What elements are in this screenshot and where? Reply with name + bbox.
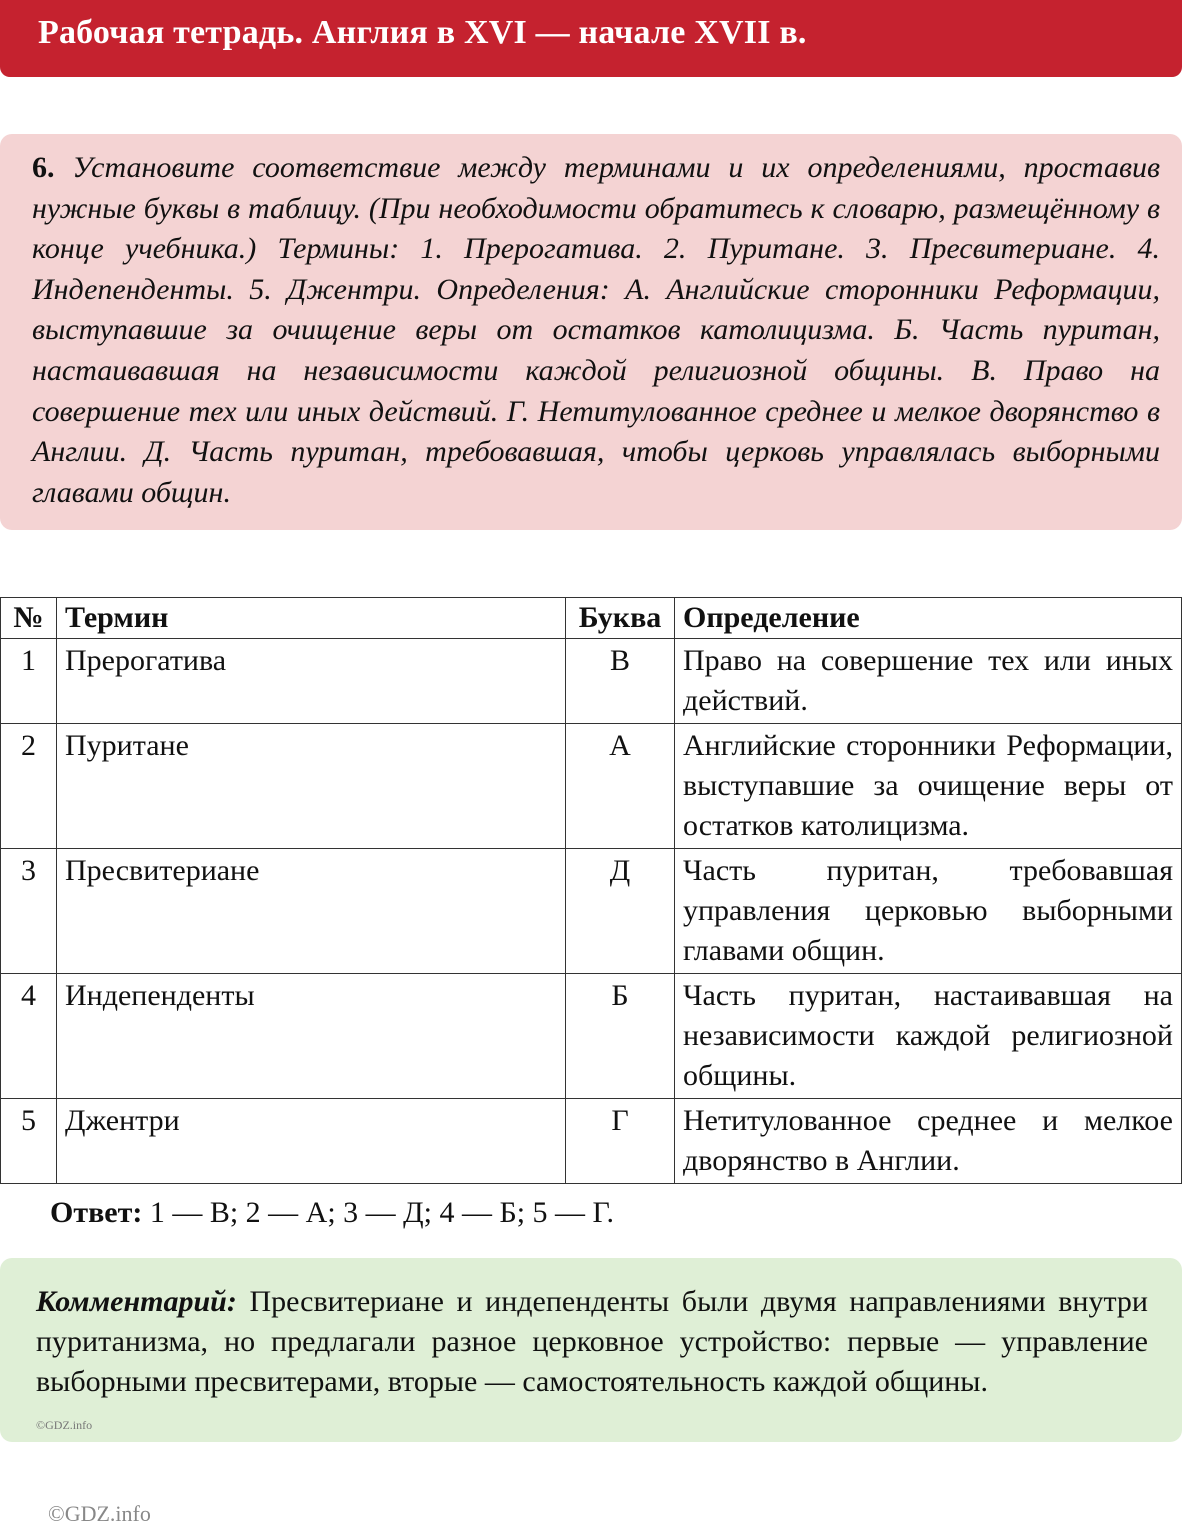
header-definition: Определение	[675, 598, 1182, 639]
table-row	[1, 974, 1182, 1099]
watermark-footer: ©GDZ.info	[48, 1501, 151, 1526]
answer-line	[50, 1196, 614, 1230]
comment-text	[36, 1282, 1148, 1402]
row-term: Пресвитериане	[57, 849, 566, 974]
table-row	[1, 639, 1182, 724]
header-term: Термин	[57, 598, 566, 639]
row-definition: Английские сторонники Реформации, выступавшие за очищение веры от остатков католицизма.	[675, 724, 1182, 849]
table-row	[1, 849, 1182, 974]
header-num: №	[1, 598, 57, 639]
answer-table	[0, 597, 1182, 1184]
row-letter: Г	[566, 1099, 675, 1184]
task-number: 6.	[32, 151, 55, 184]
row-definition: Право на совершение тех или иных действий.	[675, 639, 1182, 724]
row-num: 3	[1, 849, 57, 974]
row-letter: Д	[566, 849, 675, 974]
header-letter: Буква	[566, 598, 675, 639]
row-definition: Нетитулованное среднее и мелкое дворянство в Англии.	[675, 1099, 1182, 1184]
comment-body: Пресвитериане и индепенденты были двумя направлениями внутри пуританизма, но предлагали разное церковное устройство: первые — управление выборными пресвитерами, вторые — самостоятельность каждой общины.	[36, 1285, 1148, 1398]
row-term: Индепенденты	[57, 974, 566, 1099]
answer-text: 1 — В; 2 — А; 3 — Д; 4 — Б; 5 — Г.	[142, 1196, 614, 1229]
row-letter: Б	[566, 974, 675, 1099]
page-title: Рабочая тетрадь. Англия в XVI — начале XVII в.	[38, 14, 807, 51]
row-num: 5	[1, 1099, 57, 1184]
row-letter: А	[566, 724, 675, 849]
row-num: 1	[1, 639, 57, 724]
task-instructions: Установите соответствие между терминами и их определениями, проставив нужные буквы в таблицу. (При необходимости обратитесь к словарю, размещённому в конце учебника.) Термины: 1. Прерогатива. 2. Пуритане. 3. Пресвитериане. 4. Индепенденты. 5. Джентри. Определения: А. Английские сторонники Реформации, выступавшие за очищение веры от остатков католицизма. Б. Часть пуритан, настаивавшая на независимости каждой религиозной общины. В. Право на совершение тех или иных действий. Г. Нетитулованное среднее и мелкое дворянство в Англии. Д. Часть пуритан, требовавшая, чтобы церковь управлялась выборными главами общин.	[32, 151, 1160, 509]
answer-label: Ответ:	[50, 1196, 143, 1229]
table-row	[1, 1099, 1182, 1184]
page-header	[0, 0, 1182, 77]
row-term: Пуритане	[57, 724, 566, 849]
table-header-row	[1, 598, 1182, 639]
comment-label: Комментарий:	[36, 1285, 237, 1318]
row-term: Прерогатива	[57, 639, 566, 724]
row-term: Джентри	[57, 1099, 566, 1184]
row-definition: Часть пуритан, требовавшая управления церковью выборными главами общин.	[675, 849, 1182, 974]
row-num: 4	[1, 974, 57, 1099]
row-num: 2	[1, 724, 57, 849]
row-letter: В	[566, 639, 675, 724]
table-row	[1, 724, 1182, 849]
task-text	[32, 148, 1160, 513]
row-definition: Часть пуритан, настаивавшая на независимости каждой религиозной общины.	[675, 974, 1182, 1099]
watermark-small: ©GDZ.info	[36, 1418, 93, 1432]
